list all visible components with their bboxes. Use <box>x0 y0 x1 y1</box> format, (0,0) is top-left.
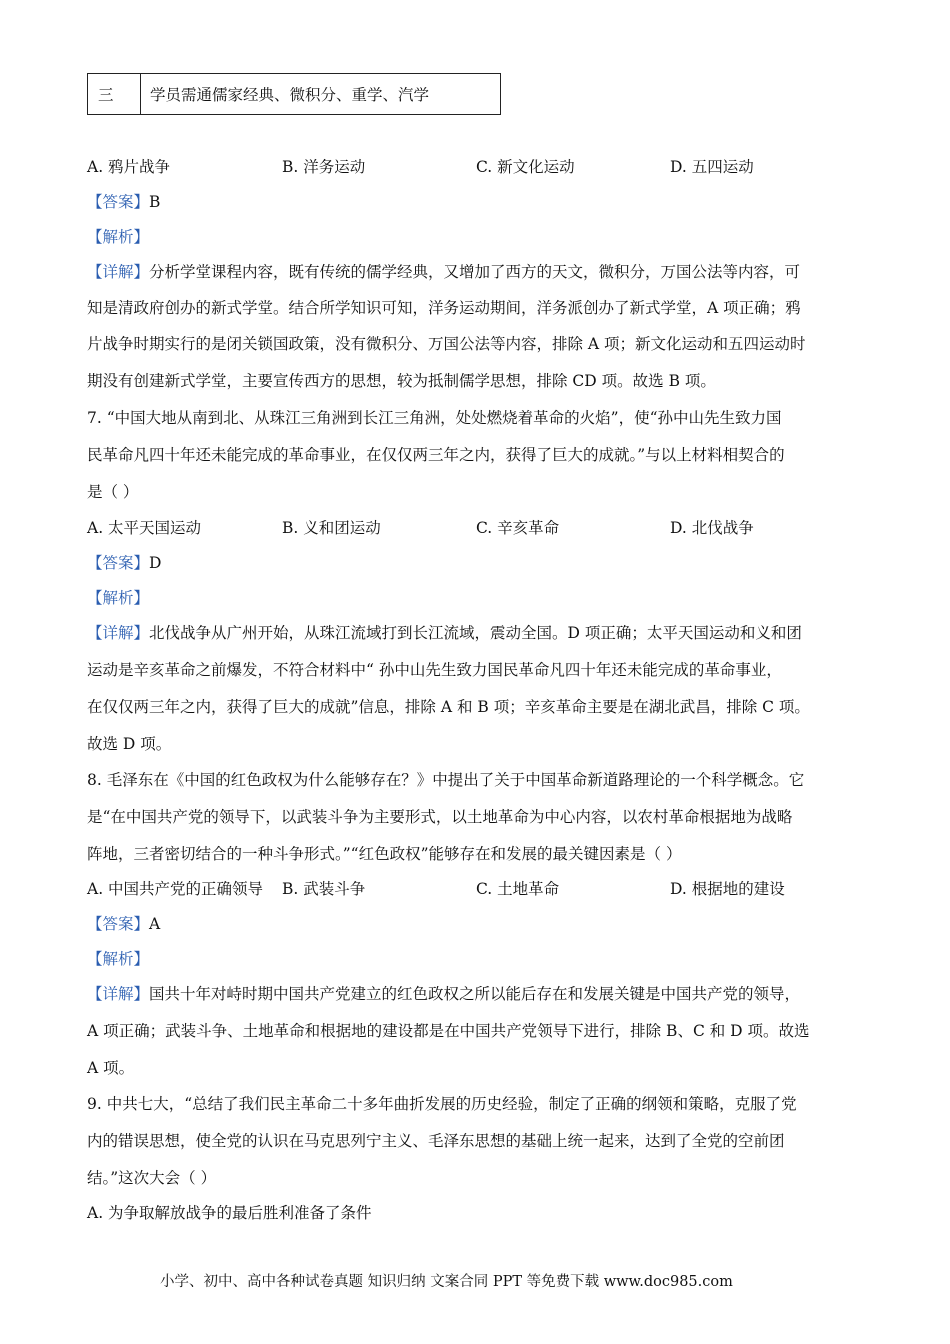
detail-label: 【详解】 <box>87 263 150 281</box>
q8-option-a: A. 中国共产党的正确领导 <box>87 880 264 898</box>
q8-option-b: B. 武装斗争 <box>282 880 366 898</box>
q9-stem-line-3: 结。”这次大会（ ） <box>87 1169 217 1187</box>
q8-stem-line-1: 8. 毛泽东在《中国的红色政权为什么能够存在？》中提出了关于中国革命新道路理论的一个科学概念。它 <box>87 771 805 789</box>
q6-detail-line-2: 知是清政府创办的新式学堂。结合所学知识可知，洋务运动期间，洋务派创办了新式学堂，A 项正确；鸦 <box>87 299 801 317</box>
q7-analysis-label: 【解析】 <box>87 589 150 607</box>
detail-text: 分析学堂课程内容，既有传统的儒学经典，又增加了西方的天文，微积分，万国公法等内容，可 <box>149 263 801 281</box>
table-cell-text: 学员需通儒家经典、微积分、重学、汽学 <box>150 86 430 104</box>
q7-detail-line-3: 在仅仅两三年之内，获得了巨大的成就”信息，排除 A 和 B 项；辛亥革命主要是在湖北武昌，排除 C 项。 <box>87 698 810 716</box>
q7-detail-line-4: 故选 D 项。 <box>87 735 172 753</box>
table-cell-number: 三 <box>98 86 114 104</box>
q8-detail-line-3: A 项。 <box>87 1059 135 1077</box>
answer-label: 【答案】 <box>87 915 150 933</box>
q7-answer <box>87 551 161 573</box>
q9-option-a: A. 为争取解放战争的最后胜利准备了条件 <box>87 1204 372 1222</box>
q8-option-d: D. 根据地的建设 <box>670 880 785 898</box>
q8-answer <box>87 912 160 934</box>
q6-detail-line-4: 期没有创建新式学堂，主要宣传西方的思想，较为抵制儒学思想，排除 CD 项。故选 B 项。 <box>87 372 716 390</box>
q8-detail-line-2: A 项正确；武装斗争、土地革命和根据地的建设都是在中国共产党领导下进行，排除 B、C 和 D 项。故选 <box>87 1022 810 1040</box>
q6-option-b: B. 洋务运动 <box>282 158 366 176</box>
detail-label: 【详解】 <box>87 624 150 642</box>
q7-stem-line-2: 民革命凡四十年还未能完成的革命事业，在仅仅两三年之内，获得了巨大的成就。”与以上材料相契合的 <box>87 446 785 464</box>
q7-detail-line-1 <box>87 621 802 643</box>
q6-option-d: D. 五四运动 <box>670 158 754 176</box>
table-divider <box>140 74 141 114</box>
answer-value: D <box>149 554 162 572</box>
answer-value: B <box>149 193 161 211</box>
q6-option-c: C. 新文化运动 <box>476 158 575 176</box>
detail-text: 北伐战争从广州开始，从珠江流域打到长江流域，震动全国。D 项正确；太平天国运动和义和团 <box>149 624 802 642</box>
answer-value: A <box>149 915 161 933</box>
page-footer: 小学、初中、高中各种试卷真题 知识归纳 文案合同 PPT 等免费下载 www.doc985.com <box>160 1274 733 1290</box>
q7-option-b: B. 义和团运动 <box>282 519 381 537</box>
q7-option-d: D. 北伐战争 <box>670 519 754 537</box>
q7-detail-line-2: 运动是辛亥革命之前爆发，不符合材料中“ 孙中山先生致力国民革命凡四十年还未能完成的革命事业， <box>87 661 782 679</box>
q6-detail-line-1 <box>87 260 800 282</box>
q6-detail-line-3: 片战争时期实行的是闭关锁国政策，没有微积分、万国公法等内容，排除 A 项；新文化运动和五四运动时 <box>87 335 806 353</box>
q8-analysis-label: 【解析】 <box>87 950 150 968</box>
answer-label: 【答案】 <box>87 554 150 572</box>
q8-stem-line-3: 阵地，三者密切结合的一种斗争形式。”“红色政权”能够存在和发展的最关键因素是（ ） <box>87 845 682 863</box>
detail-label: 【详解】 <box>87 985 150 1003</box>
q7-stem-line-3: 是（ ） <box>87 483 139 501</box>
table-row <box>87 73 501 115</box>
q6-option-a: A. 鸦片战争 <box>87 158 171 176</box>
q9-stem-line-1: 9. 中共七大，“总结了我们民主革命二十多年曲折发展的历史经验，制定了正确的纲领和策略，克服了党 <box>87 1095 797 1113</box>
q8-stem-line-2: 是“在中国共产党的领导下，以武装斗争为主要形式，以土地革命为中心内容，以农村革命根据地为战略 <box>87 808 793 826</box>
q7-option-c: C. 辛亥革命 <box>476 519 560 537</box>
detail-text: 国共十年对峙时期中国共产党建立的红色政权之所以能后存在和发展关键是中国共产党的领导， <box>149 985 801 1003</box>
q8-option-c: C. 土地革命 <box>476 880 560 898</box>
q6-analysis-label: 【解析】 <box>87 228 150 246</box>
q7-option-a: A. 太平天国运动 <box>87 519 202 537</box>
q8-detail-line-1 <box>87 982 800 1004</box>
answer-label: 【答案】 <box>87 193 150 211</box>
q6-answer <box>87 190 160 212</box>
q7-stem-line-1: 7. “中国大地从南到北、从珠江三角洲到长江三角洲，处处燃烧着革命的火焰”，使“孙中山先生致力国 <box>87 409 782 427</box>
q9-stem-line-2: 内的错误思想，使全党的认识在马克思列宁主义、毛泽东思想的基础上统一起来，达到了全党的空前团 <box>87 1132 785 1150</box>
